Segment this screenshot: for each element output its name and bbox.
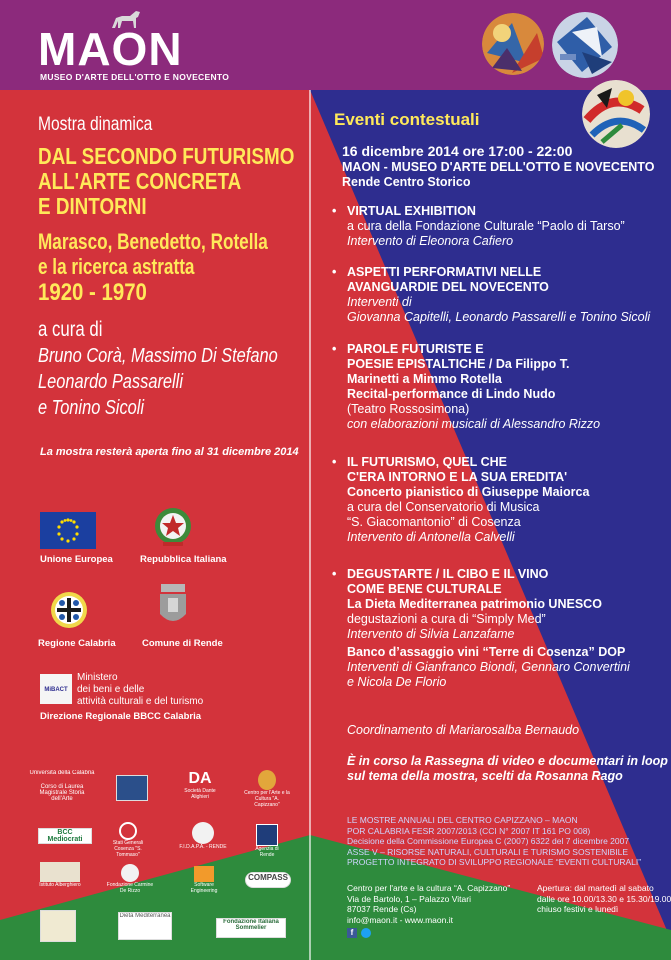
curators-list — [38, 343, 278, 421]
curator-line: Bruno Corà, Massimo Di Stefano — [38, 345, 278, 367]
mibact-line: attività culturali e del turismo — [77, 696, 204, 707]
mibact-text — [77, 672, 203, 708]
mibact-abbr: MiBACT — [44, 687, 68, 693]
sponsor-name: F.I.D.A.P.A. - RENDE — [179, 844, 227, 850]
facebook-icon[interactable]: f — [347, 928, 357, 938]
event-speaker: Interventi di Gianfranco Biondi, Gennaro Convertini — [347, 660, 630, 674]
twitter-icon[interactable] — [361, 928, 371, 938]
event-item — [332, 567, 630, 690]
sponsor-name: Fondazione Italiana Sommelier — [223, 919, 279, 931]
exhibition-title — [38, 144, 294, 219]
event-title: AVANGUARDIE DEL NOVECENTO — [347, 280, 549, 294]
event-speaker: Interventi di — [347, 295, 412, 309]
address-line: 87037 Rende (Cs) — [347, 904, 417, 914]
mibact-line: dei beni e delle — [77, 684, 145, 695]
hours-line: dalle ore 10.00/13.30 e 15.30/19.00 — [537, 893, 671, 904]
sponsor-name: COMPASS — [248, 873, 288, 882]
event-detail: “S. Giacomantonio” di Cosenza — [347, 515, 521, 529]
fesr-line: POR CALABRIA FESR 2007/2013 (CCI N° 2007 IT 161 PO 008) — [347, 825, 591, 836]
direzione-label: Direzione Regionale BBCC Calabria — [40, 711, 202, 722]
sponsor-logo — [116, 775, 148, 801]
bullet-icon: • — [332, 567, 337, 581]
address-line: Via de Bartolo, 1 – Palazzo Vitari — [347, 893, 471, 904]
event-speaker: Giovanna Capitelli, Leonardo Passarelli e Tonino Sicoli — [347, 310, 651, 324]
event-speaker: Intervento di Eleonora Cafiero — [347, 234, 514, 248]
curator-line: Leonardo Passarelli — [38, 371, 183, 393]
artwork-thumbnail-2 — [552, 12, 618, 78]
event-item — [332, 265, 650, 325]
fesr-line: PROGETTO INTEGRATO DI SVILUPPO REGIONALE “EVENTI CULTURALI” — [347, 857, 642, 867]
sponsor-logo — [245, 872, 291, 888]
event-item — [332, 204, 625, 249]
event-subtitle: La Dieta Mediterranea patrimonio UNESCO — [347, 597, 602, 611]
sponsor-name: Fondazione Carmine De Rizzo — [106, 882, 154, 894]
sponsor-logo — [216, 918, 286, 938]
calabria-crest-icon — [50, 590, 88, 630]
event-subtitle: Recital-performance di Lindo Nudo — [347, 387, 556, 401]
sponsor-name: Istituto Alberghiero — [39, 882, 81, 888]
events-heading: Eventi contestuali — [334, 110, 480, 129]
sponsor-logo — [178, 770, 222, 800]
eu-label: Unione Europea — [40, 554, 113, 565]
sponsor-logo — [178, 822, 228, 850]
video-review-note — [347, 754, 668, 784]
event-title: POESIE EPISTALTICHE / Da Filippo T. — [347, 357, 570, 371]
sponsor-name: Dieta Mediterranea — [119, 913, 171, 919]
bullet-icon: • — [332, 265, 337, 279]
exhibition-title-line: DAL SECONDO FUTURISMO — [38, 143, 295, 169]
rende-crest-icon — [158, 584, 188, 628]
event-subtitle: Concerto pianistico di Giuseppe Maiorca — [347, 485, 590, 499]
event-title: IL FUTURISMO, QUEL CHE — [347, 455, 507, 469]
fesr-line: Decisione della Commissione Europea C (2007) 6322 del 7 dicembre 2007 — [347, 836, 630, 846]
video-review-line: sul tema della mostra, scelti da Rosanna Rago — [347, 769, 623, 783]
sponsor-name: Centro per l'Arte e la Cultura "A. Capizzano" — [244, 790, 290, 808]
event-date: 16 dicembre 2014 ore 17:00 - 22:00 — [342, 143, 573, 159]
address-block — [347, 883, 510, 925]
event-title: ASPETTI PERFORMATIVI NELLE — [347, 265, 542, 279]
hours-line: Apertura: dal martedì al sabato — [537, 883, 654, 893]
exhibition-years: 1920 - 1970 — [38, 279, 147, 306]
curated-by-label: a cura di — [38, 318, 103, 341]
event-speaker: con elaborazioni musicali di Alessandro Rizzo — [347, 417, 601, 431]
museum-logo[interactable]: MAON — [38, 23, 183, 75]
exhibition-title-line: E DINTORNI — [38, 193, 147, 219]
sponsor-logo — [38, 862, 82, 888]
fesr-line: ASSE V – RISORSE NATURALI, CULTURALI E TURISMO SOSTENIBILE — [347, 846, 629, 857]
event-speaker: e Nicola De Florio — [347, 675, 447, 689]
artwork-thumbnail-1 — [482, 13, 544, 75]
event-title: VIRTUAL EXHIBITION — [347, 204, 476, 218]
sponsor-logo — [28, 770, 96, 804]
event-title: DEGUSTARTE / IL CIBO E IL VINO — [347, 567, 549, 581]
exhibition-title-line: ALL'ARTE CONCRETA — [38, 168, 242, 194]
event-speaker: Intervento di Silvia Lanzafame — [347, 627, 515, 641]
rende-label: Comune di Rende — [142, 638, 223, 649]
video-review-line: È in corso la Rassegna di video e documentari in loop — [347, 754, 668, 768]
exhibition-artists — [38, 229, 268, 279]
sponsor-logo — [103, 864, 157, 894]
event-title: PAROLE FUTURISTE E — [347, 342, 484, 356]
event-detail: degustazioni a cura di “Simply Med” — [347, 612, 546, 626]
bullet-icon: • — [332, 455, 337, 469]
fesr-line: LE MOSTRE ANNUALI DEL CENTRO CAPIZZANO – MAON — [347, 815, 578, 825]
artwork-thumbnail-3 — [582, 80, 650, 148]
museum-logo-subtitle: MUSEO D'ARTE DELL'OTTO E NOVECENTO — [40, 72, 230, 82]
bullet-icon: • — [332, 342, 337, 356]
sponsor-name: Università della Calabria — [29, 770, 95, 776]
sponsor-logo — [38, 828, 92, 844]
event-title: COME BENE CULTURALE — [347, 582, 502, 596]
address-line: Centro per l'arte e la cultura “A. Capizzano” — [347, 883, 511, 893]
exhibition-type: Mostra dinamica — [38, 114, 153, 135]
sponsor-name: Software Engineering — [190, 882, 218, 894]
curator-line: e Tonino Sicoli — [38, 397, 145, 419]
sponsor-logo — [242, 770, 292, 808]
event-venue: MAON - MUSEO D'ARTE DELL'OTTO E NOVECENTO — [342, 160, 655, 174]
opening-hours — [537, 883, 671, 915]
sponsor-name: BCC Mediocrati — [47, 829, 83, 843]
calabria-label: Regione Calabria — [38, 638, 116, 649]
mibact-logo — [40, 674, 72, 704]
event-title: C'ERA INTORNO E LA SUA EREDITA' — [347, 470, 568, 484]
sponsor-logo — [250, 824, 284, 858]
event-detail: (Teatro Rossosimona) — [347, 402, 470, 416]
bullet-icon: • — [332, 204, 337, 218]
event-item — [332, 455, 589, 545]
event-subtitle: Marinetti a Mimmo Rotella — [347, 372, 502, 386]
event-detail: a cura del Conservatorio di Musica — [347, 500, 540, 514]
artists-line: Marasco, Benedetto, Rotella — [38, 229, 268, 254]
closing-date-note: La mostra resterà aperta fino al 31 dicembre 2014 — [40, 446, 299, 458]
event-item — [332, 342, 600, 432]
contact-links[interactable]: info@maon.it - www.maon.it — [347, 914, 453, 925]
sponsor-name: Società Dante Alighieri — [184, 788, 216, 800]
sponsor-logo — [182, 866, 226, 894]
eu-flag-icon — [40, 512, 96, 549]
italian-emblem-icon — [153, 506, 193, 548]
sponsor-name: Agenzia di Rende — [255, 846, 279, 858]
event-detail: a cura della Fondazione Culturale “Paolo di Tarso” — [347, 219, 625, 233]
fesr-funding-note — [347, 815, 641, 868]
sponsor-name: DA — [188, 770, 212, 787]
artists-line: e la ricerca astratta — [38, 254, 195, 279]
mibact-line: Ministero — [77, 672, 118, 683]
coordination-credit: Coordinamento di Mariarosalba Bernaudo — [347, 723, 580, 737]
sponsor-logo — [118, 912, 172, 940]
sponsor-logo — [103, 822, 153, 858]
event-subtitle: Banco d’assaggio vini “Terre di Cosenza” DOP — [347, 645, 626, 659]
sponsor-logo — [40, 910, 76, 942]
event-city: Rende Centro Storico — [342, 175, 471, 189]
sponsor-name: Corso di Laurea Magistrale Storia dell'Arte — [39, 784, 85, 802]
hours-line: chiuso festivi e lunedì — [537, 904, 619, 914]
italy-label: Repubblica Italiana — [140, 554, 227, 565]
event-speaker: Intervento di Antonella Calvelli — [347, 530, 515, 544]
sponsor-name: Stati Generali Cosenza "S. Tommaso" — [112, 840, 144, 858]
